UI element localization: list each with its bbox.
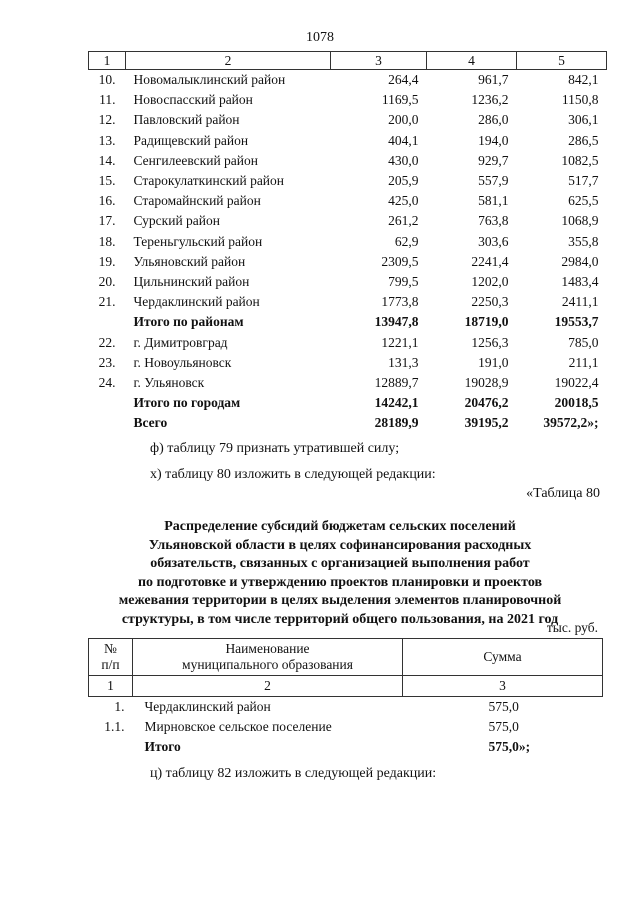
- cell-n: 13.: [98, 132, 116, 148]
- cell-name: Новомалыклинский район: [133, 72, 286, 88]
- header-cell: 3: [331, 52, 427, 70]
- cell-c4: 39195,2: [464, 415, 509, 431]
- cell-n: 16.: [98, 193, 116, 209]
- cell-c3: 1221,1: [381, 334, 419, 350]
- table-row: [89, 353, 607, 373]
- cell-v: 575,0: [488, 719, 519, 734]
- table-row: [89, 697, 603, 718]
- cell-n: 1.: [114, 699, 125, 714]
- cell-n: 21.: [98, 294, 116, 310]
- cell-c5: 39572,2»;: [543, 415, 599, 431]
- cell-c3: 205,9: [388, 173, 419, 189]
- header-num: № п/п: [89, 639, 133, 676]
- table-row: [89, 110, 607, 130]
- table-row: [89, 413, 607, 433]
- cell-c3: 2309,5: [381, 253, 419, 269]
- cell-c3: 264,4: [388, 72, 419, 88]
- cell-n: 15.: [98, 173, 116, 189]
- cell-name: Сенгилеевский район: [133, 152, 258, 168]
- cell-n: [89, 312, 126, 332]
- cell-c5: 211,1: [568, 354, 599, 370]
- paragraph-f: ф) таблицу 79 признать утратившей силу;: [150, 441, 400, 456]
- cell-c3: 1773,8: [381, 294, 419, 310]
- cell-name: Ульяновский район: [133, 253, 246, 269]
- table-row: [89, 90, 607, 110]
- cell-name: Старокулаткинский район: [133, 173, 285, 189]
- cell-n: [89, 393, 126, 413]
- title-line: Ульяновской области в целях софинансирования расходных: [148, 537, 532, 553]
- cell-c4: 191,0: [478, 354, 509, 370]
- table-row: [89, 717, 603, 737]
- cell-name: г. Димитровград: [133, 334, 228, 350]
- cell-n: 1.1.: [104, 719, 125, 734]
- title-line: Распределение субсидий бюджетам сельских поселений: [164, 519, 516, 534]
- cell-name: Чердаклинский район: [144, 699, 271, 714]
- cell-n: [89, 737, 133, 757]
- cell-c5: 785,0: [568, 334, 599, 350]
- table-row: [89, 272, 607, 292]
- cell-c5: 1082,5: [561, 152, 599, 168]
- cell-c3: 13947,8: [374, 314, 419, 330]
- cell-n: 19.: [98, 253, 116, 269]
- header-sum: Сумма: [403, 639, 603, 676]
- cell-c3: 200,0: [388, 112, 419, 128]
- cell-c3: 131,3: [388, 354, 419, 370]
- cell-c5: 19022,4: [554, 374, 599, 390]
- cell-name: Павловский район: [133, 112, 240, 128]
- cell-name: Итого: [144, 739, 181, 754]
- title-line: структуры, в том числе территорий общего пользования, на 2021 год: [121, 611, 559, 627]
- cell-n: 11.: [99, 92, 116, 108]
- page-number: 1078: [306, 30, 334, 45]
- cell-name: Новоспасский район: [133, 92, 253, 108]
- cell-c5: 1150,8: [561, 92, 599, 108]
- header-name: Наименование муниципального образования: [133, 639, 403, 676]
- cell-c5: 306,1: [568, 112, 599, 128]
- cell-c3: 425,0: [388, 193, 419, 209]
- cell-c3: 799,5: [388, 273, 419, 289]
- header-index: 2: [133, 676, 403, 697]
- cell-c3: 261,2: [388, 213, 419, 229]
- cell-name: Тереньгульский район: [133, 233, 263, 249]
- unit-label: тыс. руб.: [546, 620, 598, 635]
- table-row: [89, 171, 607, 191]
- header-index: 3: [403, 676, 603, 697]
- table-row: [89, 332, 607, 352]
- cell-name: Мирновское сельское поселение: [144, 719, 332, 734]
- cell-name: Чердаклинский район: [133, 294, 260, 310]
- cell-name: Радищевский район: [133, 132, 249, 148]
- cell-c4: 1256,3: [471, 334, 509, 350]
- cell-c4: 303,6: [478, 233, 509, 249]
- cell-c4: 581,1: [478, 193, 509, 209]
- cell-c4: 2241,4: [471, 253, 509, 269]
- cell-c5: 20018,5: [554, 395, 599, 411]
- title-line: по подготовке и утверждению проектов планировки и проектов: [137, 574, 543, 590]
- cell-c5: 517,7: [568, 173, 599, 189]
- cell-c4: 194,0: [478, 132, 509, 148]
- header-cell: 5: [517, 52, 607, 70]
- cell-c4: 19028,9: [464, 374, 509, 390]
- cell-name: г. Новоульяновск: [133, 354, 232, 370]
- table-row: [89, 131, 607, 151]
- table-row: [89, 211, 607, 231]
- cell-c5: 842,1: [568, 72, 599, 88]
- cell-c5: 1483,4: [561, 273, 599, 289]
- cell-c4: 20476,2: [464, 395, 509, 411]
- table-row: [89, 393, 607, 413]
- title-line: обязательств, связанных с организацией выполнения работ: [150, 556, 530, 572]
- paragraph-c: ц) таблицу 82 изложить в следующей редакции:: [150, 766, 437, 781]
- table-row: [89, 151, 607, 171]
- cell-n: 10.: [98, 72, 116, 88]
- cell-c4: 286,0: [478, 112, 509, 128]
- district-subsidy-table: [88, 51, 607, 433]
- cell-v: 575,0»;: [488, 739, 531, 754]
- table-row: [89, 191, 607, 211]
- cell-c4: 557,9: [478, 173, 509, 189]
- cell-c3: 12889,7: [374, 374, 419, 390]
- cell-c4: 2250,3: [471, 294, 509, 310]
- cell-c5: 2411,1: [561, 294, 599, 310]
- cell-c3: 28189,9: [374, 415, 419, 431]
- cell-n: 17.: [98, 213, 116, 229]
- cell-n: 22.: [98, 334, 116, 350]
- header-cell: 2: [126, 52, 331, 70]
- table-header-row: [89, 52, 607, 70]
- cell-c4: 961,7: [478, 72, 509, 88]
- header-cell: 1: [89, 52, 126, 70]
- cell-n: 18.: [98, 233, 116, 249]
- cell-c3: 404,1: [388, 132, 419, 148]
- cell-n: 20.: [98, 273, 116, 289]
- cell-name: Сурский район: [133, 213, 220, 229]
- cell-c5: 19553,7: [554, 314, 599, 330]
- cell-c4: 18719,0: [464, 314, 509, 330]
- cell-n: 14.: [98, 152, 116, 168]
- cell-c5: 2984,0: [561, 253, 599, 269]
- title-line: межевания территории в целях выделения элементов планировочной: [118, 593, 562, 609]
- cell-c3: 430,0: [388, 152, 419, 168]
- cell-c4: 763,8: [478, 213, 509, 229]
- cell-name: г. Ульяновск: [133, 374, 205, 390]
- header-cell: 4: [427, 52, 517, 70]
- table-row: [89, 232, 607, 252]
- table-title: [60, 518, 620, 630]
- cell-name: Старомайнский район: [133, 193, 261, 209]
- cell-c3: 1169,5: [381, 92, 419, 108]
- cell-c5: 286,5: [568, 132, 599, 148]
- cell-c4: 1202,0: [471, 273, 509, 289]
- cell-c4: 1236,2: [471, 92, 509, 108]
- cell-name: Цильнинский район: [133, 273, 250, 289]
- cell-c4: 929,7: [478, 152, 509, 168]
- cell-c3: 14242,1: [374, 395, 419, 411]
- table-row: [89, 737, 603, 757]
- paragraph-h: х) таблицу 80 изложить в следующей редакции:: [150, 467, 436, 482]
- cell-n: 12.: [98, 112, 116, 128]
- table-row: [89, 252, 607, 272]
- table-row: [89, 292, 607, 312]
- cell-name: Всего: [133, 415, 168, 431]
- settlement-subsidy-table: [88, 638, 603, 757]
- cell-n: 23.: [98, 354, 116, 370]
- cell-name: Итого по городам: [133, 395, 241, 411]
- cell-n: [89, 413, 126, 433]
- table-row: [89, 312, 607, 332]
- table-row: [89, 70, 607, 91]
- table-reference: «Таблица 80: [526, 486, 600, 501]
- cell-n: 24.: [98, 374, 116, 390]
- cell-v: 575,0: [488, 699, 519, 714]
- cell-c5: 1068,9: [561, 213, 599, 229]
- table-row: [89, 373, 607, 393]
- cell-c5: 355,8: [568, 233, 599, 249]
- cell-c5: 625,5: [568, 193, 599, 209]
- header-index: 1: [89, 676, 133, 697]
- cell-name: Итого по районам: [133, 314, 244, 330]
- cell-c3: 62,9: [394, 233, 419, 249]
